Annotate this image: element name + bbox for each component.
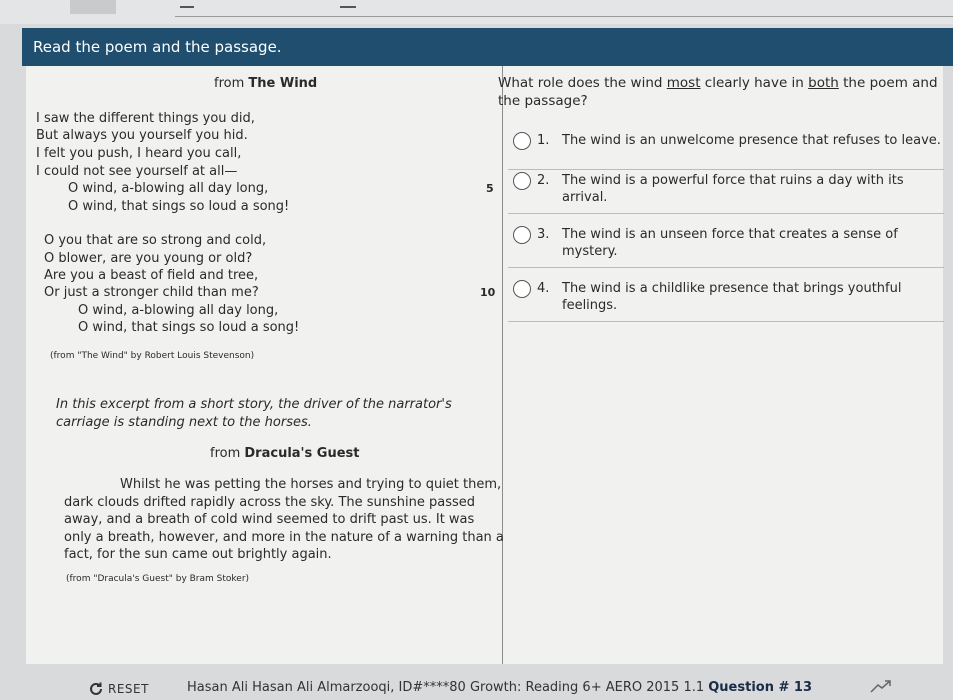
radio-button[interactable] (513, 172, 531, 190)
question-emphasis: most (666, 75, 701, 91)
toolbar-icon[interactable] (340, 0, 356, 8)
answer-choice-4[interactable] (508, 278, 944, 322)
poem-line: I could not see yourself at all— (36, 164, 238, 179)
poem-line: I felt you push, I heard you call, (36, 146, 242, 161)
radio-button[interactable] (513, 132, 531, 150)
line-number-5: 5 (486, 182, 494, 195)
choice-number: 4. (537, 281, 550, 296)
question-text-part: the poem and the passage? (498, 75, 938, 109)
choice-text: The wind is an unwelcome presence that refuses to leave. (562, 133, 941, 148)
instruction-title: Read the poem and the passage. (33, 38, 282, 56)
poem-line: O wind, that sings so loud a song! (78, 320, 300, 335)
footer-bar (0, 664, 953, 700)
answer-choice-1[interactable] (508, 130, 944, 170)
question-emphasis: both (808, 75, 839, 91)
content-panel (26, 66, 943, 664)
poem-title-prefix: from (214, 76, 249, 91)
reset-icon (88, 681, 104, 697)
poem-line: O wind, that sings so loud a song! (68, 199, 290, 214)
answer-choice-3[interactable] (508, 224, 944, 268)
student-info-text: Hasan Ali Hasan Ali Almarzooqi, ID#****80 Growth: Reading 6+ AERO 2015 1.1 (187, 680, 709, 695)
poem-line: O wind, a-blowing all day long, (78, 303, 279, 318)
student-info (187, 680, 812, 695)
choice-number: 2. (537, 173, 550, 188)
toolbar-divider (175, 16, 953, 17)
poem-line: I saw the different things you did, (36, 111, 255, 126)
column-divider (502, 66, 503, 664)
answer-choice-2[interactable] (508, 170, 944, 214)
passage-title-text: Dracula's Guest (244, 446, 360, 461)
choice-number: 3. (537, 227, 550, 242)
reset-button[interactable] (88, 681, 149, 697)
poem-line: O wind, a-blowing all day long, (68, 181, 269, 196)
reset-label: RESET (108, 682, 149, 696)
choice-number: 1. (537, 133, 550, 148)
poem-title (214, 76, 317, 91)
poem-title-text: The Wind (248, 76, 318, 91)
top-toolbar (0, 0, 953, 24)
passage-title (210, 446, 360, 461)
passage-title-prefix: from (210, 446, 245, 461)
question-text-part: What role does the wind (498, 75, 667, 91)
toolbar-button[interactable] (70, 0, 116, 14)
poem-line: But always you yourself you hid. (36, 128, 248, 143)
passage-credit: (from "Dracula's Guest" by Bram Stoker) (66, 574, 250, 584)
choice-text: The wind is a powerful force that ruins a day with its arrival. (562, 173, 904, 205)
toolbar-icon[interactable] (180, 0, 194, 8)
question-stem (498, 74, 938, 110)
radio-button[interactable] (513, 226, 531, 244)
reading-column (26, 66, 502, 664)
instruction-header (22, 28, 953, 66)
choice-text: The wind is an unseen force that creates a sense of mystery. (562, 227, 898, 259)
question-number: Question # 13 (708, 680, 813, 695)
radio-button[interactable] (513, 280, 531, 298)
passage-text: Whilst he was petting the horses and trying to quiet them, dark clouds drifted rapidly across the sky. The sunshine passed away, and a breath of cold wind seemed to drift past us. It was only a breath, however, and more in the nature of a warning than a fact, for the sun came out brightly again. (64, 477, 504, 562)
passage-intro: In this excerpt from a short story, the driver of the narrator's carriage is standing next to the horses. (56, 397, 452, 430)
poem-line: O you that are so strong and cold, (44, 233, 267, 248)
line-number-10: 10 (480, 286, 496, 299)
next-arrow-icon[interactable] (868, 678, 894, 696)
poem-line: Are you a beast of field and tree, (44, 268, 259, 283)
poem-line: O blower, are you young or old? (44, 251, 253, 266)
poem-line: Or just a stronger child than me? (44, 285, 259, 300)
choice-text: The wind is a childlike presence that brings youthful feelings. (562, 281, 902, 313)
question-text-part: clearly have in (700, 75, 809, 91)
poem-credit: (from "The Wind" by Robert Louis Stevenson) (50, 351, 255, 361)
